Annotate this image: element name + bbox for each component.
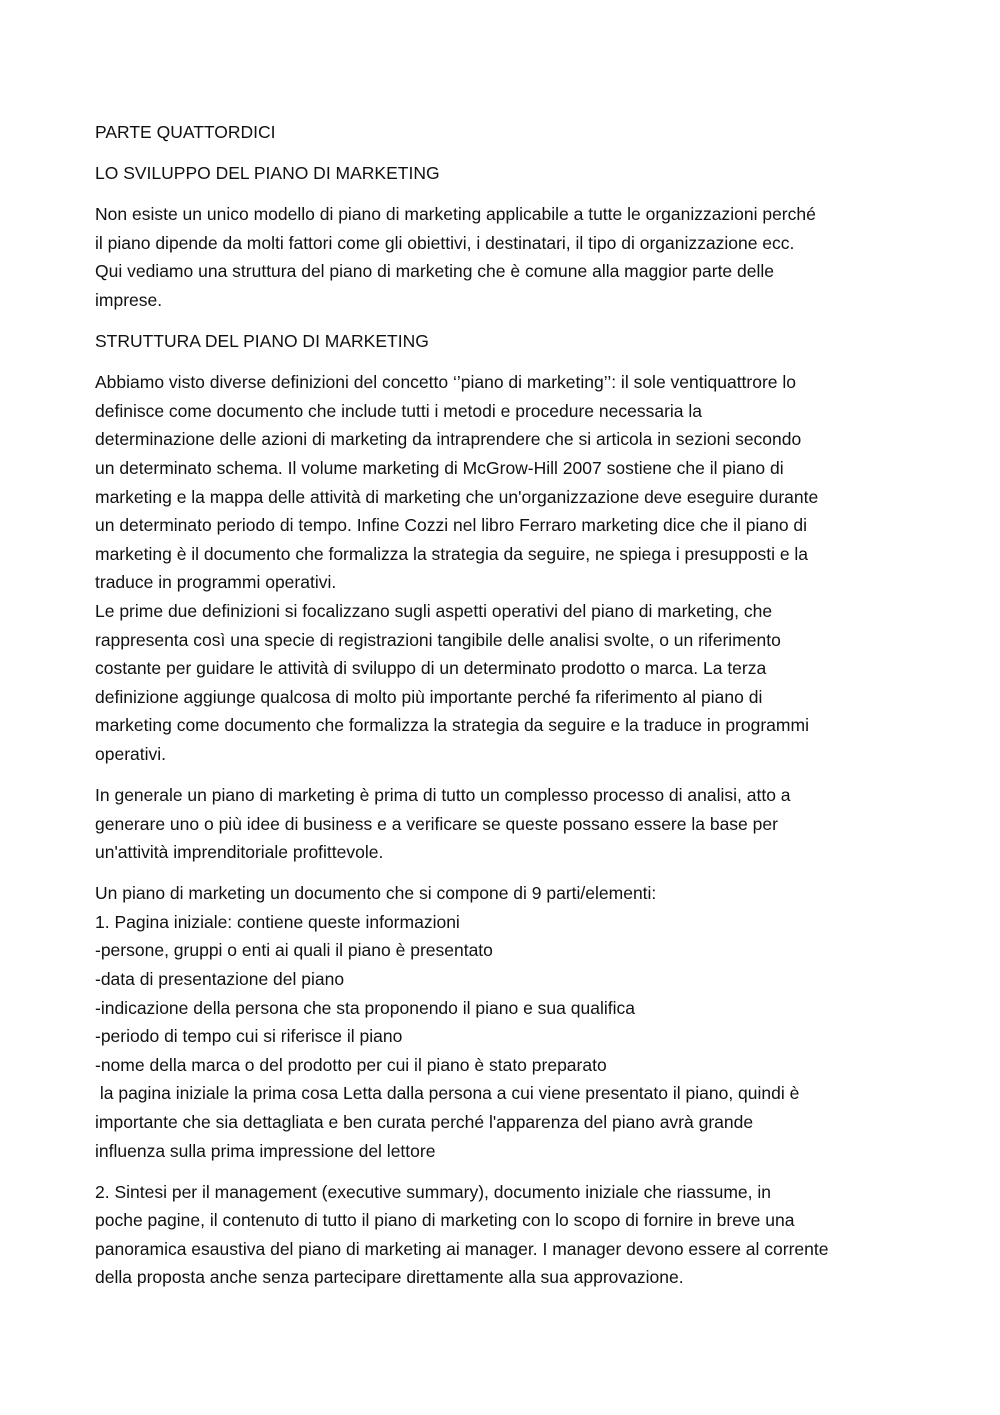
intro-line: Qui vediamo una struttura del piano di marketing che è comune alla maggior parte delle (95, 261, 774, 282)
definitions-line: Abbiamo visto diverse definizioni del concetto ‘’piano di marketing’’: il sole ventiquattrore lo (95, 372, 797, 393)
definitions-line: Le prime due definizioni si focalizzano sugli aspetti operativi del piano di marketing, che (95, 600, 773, 621)
summary-line: 2. Sintesi per il management (executive summary), documento iniziale che riassume, in (95, 1181, 771, 1202)
elements-line: 1. Pagina iniziale: contiene queste informazioni (95, 911, 460, 932)
definitions-line: un determinato periodo di tempo. Infine Cozzi nel libro Ferraro marketing dice che il piano di (95, 515, 808, 536)
general-paragraph (95, 781, 915, 867)
elements-line: -data di presentazione del piano (95, 969, 345, 990)
summary-paragraph (95, 1178, 915, 1292)
general-line: generare uno o più idee di business e a verificare se queste possano essere la base per (95, 813, 778, 834)
chapter-heading (95, 159, 915, 188)
elements-line: influenza sulla prima impressione del lettore (95, 1140, 436, 1161)
elements-line: -indicazione della persona che sta proponendo il piano e sua qualifica (95, 997, 635, 1018)
definitions-paragraph (95, 368, 915, 768)
definitions-line: operativi. (95, 743, 167, 764)
elements-line: -nome della marca o del prodotto per cui il piano è stato preparato (95, 1054, 607, 1075)
definitions-line: definizione aggiunge qualcosa di molto più importante perché fa riferimento al piano di (95, 686, 763, 707)
elements-line: la pagina iniziale la prima cosa Letta dalla persona a cui viene presentato il piano, quindi è (95, 1083, 800, 1104)
elements-line: Un piano di marketing un documento che si compone di 9 parti/elementi: (95, 883, 657, 904)
definitions-line: traduce in programmi operativi. (95, 572, 337, 593)
intro-paragraph (95, 200, 915, 314)
elements-line: importante che sia dettagliata e ben curata perché l'apparenza del piano avrà grande (95, 1112, 754, 1132)
document-page (95, 118, 915, 1305)
definitions-line: determinazione delle azioni di marketing da intraprendere che si articola in sezioni secondo (95, 429, 802, 450)
chapter-heading-text: LO SVILUPPO DEL PIANO DI MARKETING (95, 163, 440, 184)
definitions-line: marketing è il documento che formalizza la strategia da seguire, ne spiega i presupposti e la (95, 543, 809, 564)
definitions-line: definisce come documento che include tutti i metodi e procedure necessaria la (95, 400, 703, 421)
part-heading (95, 118, 915, 147)
definitions-line: costante per guidare le attività di sviluppo di un determinato prodotto o marca. La terza (95, 658, 767, 679)
general-line: In generale un piano di marketing è prima di tutto un complesso processo di analisi, atto a (95, 784, 791, 805)
general-line: un'attività imprenditoriale profittevole. (95, 842, 384, 863)
elements-list (95, 879, 915, 1165)
elements-line: -periodo di tempo cui si riferisce il piano (95, 1026, 403, 1047)
section-heading (95, 327, 915, 356)
section-heading-text: STRUTTURA DEL PIANO DI MARKETING (95, 331, 429, 352)
summary-line: poche pagine, il contenuto di tutto il piano di marketing con lo scopo di fornire in breve una (95, 1210, 795, 1231)
intro-line: il piano dipende da molti fattori come gli obiettivi, i destinatari, il tipo di organizzazione ecc. (95, 232, 795, 253)
elements-line: -persone, gruppi o enti ai quali il piano è presentato (95, 940, 493, 961)
definitions-line: marketing come documento che formalizza la strategia da seguire e la traduce in programmi (95, 715, 809, 736)
intro-line: Non esiste un unico modello di piano di marketing applicabile a tutte le organizzazioni perché (95, 204, 816, 225)
definitions-line: marketing e la mappa delle attività di marketing che un'organizzazione deve eseguire durante (95, 486, 819, 507)
summary-line: panoramica esaustiva del piano di marketing ai manager. I manager devono essere al corrente (95, 1238, 829, 1259)
part-heading-text: PARTE QUATTORDICI (95, 122, 276, 142)
definitions-line: rappresenta così una specie di registrazioni tangibile delle analisi svolte, o un riferimento (95, 629, 781, 650)
definitions-line: un determinato schema. Il volume marketing di McGrow-Hill 2007 sostiene che il piano di (95, 457, 784, 478)
summary-line: della proposta anche senza partecipare direttamente alla sua approvazione. (95, 1267, 684, 1288)
intro-line: imprese. (95, 289, 163, 310)
